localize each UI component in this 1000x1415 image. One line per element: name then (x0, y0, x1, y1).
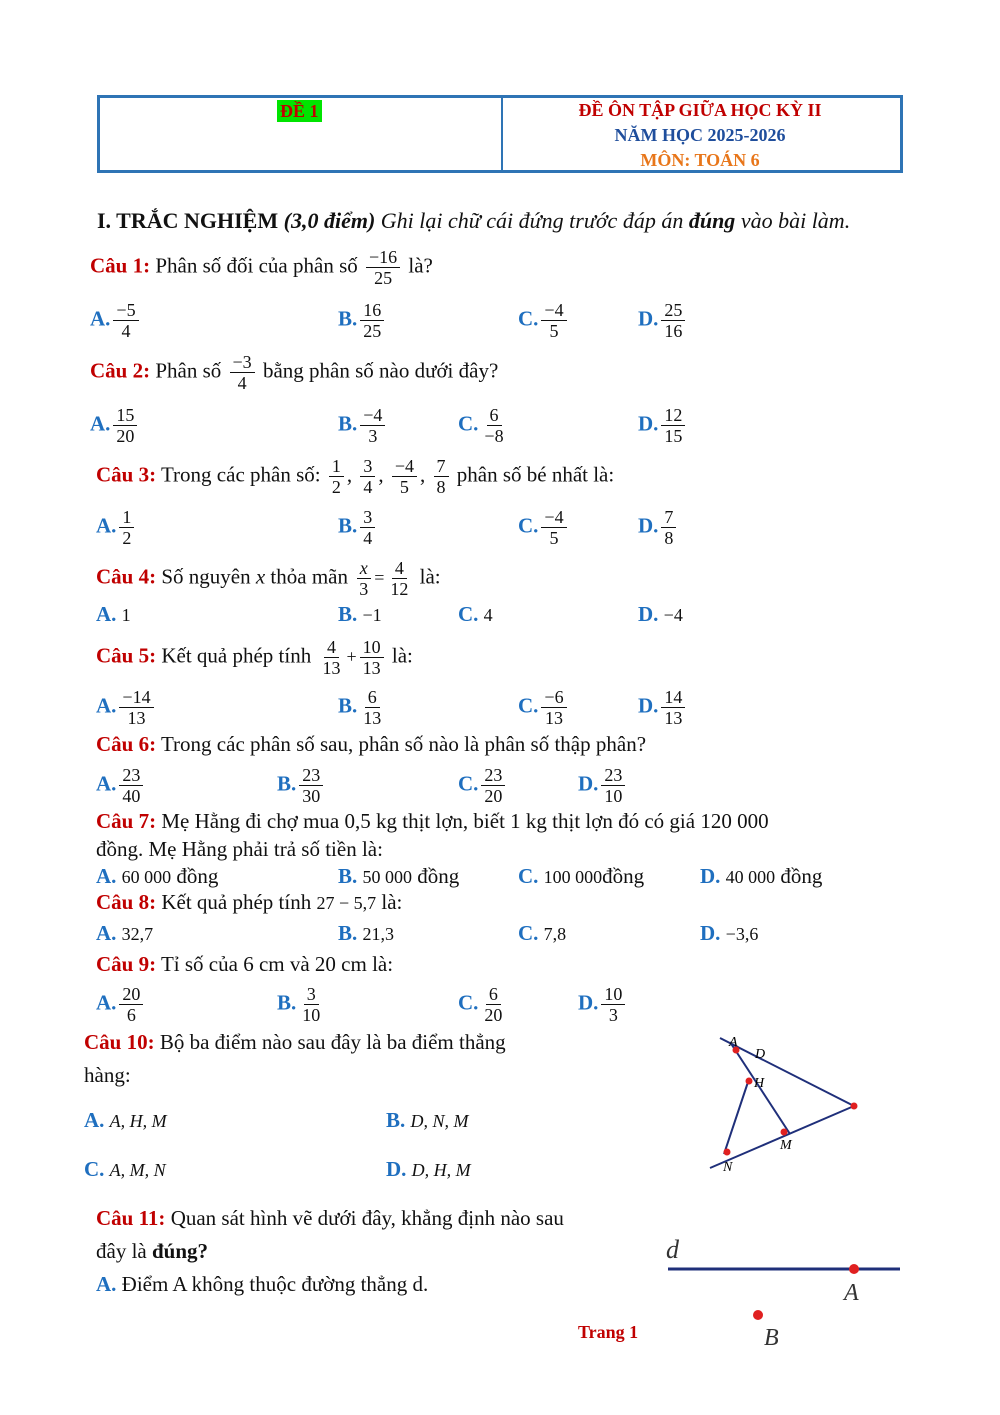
q8-option-a[interactable]: A. 32,7 (96, 921, 154, 945)
line-hn (724, 1082, 748, 1154)
section-title: I. TRẮC NGHIỆM (97, 208, 279, 233)
label-m: M (780, 1138, 792, 1153)
question-11-line2: đây là đúng? (96, 1239, 209, 1263)
exam-code: ĐỀ 1 (277, 100, 322, 122)
subject: MÔN: TOÁN 6 (640, 150, 760, 170)
question-3: Câu 3: Trong các phân số: $\frac{1}{2}$ , $\frac{3}{4}$ , $\frac{-4}{5}$ , $\frac{7}{8}$ phân số bé nhất là: (96, 456, 615, 497)
question-6: Câu 6: Trong các phân số sau, phân số nào là phân số thập phân? (96, 732, 647, 756)
question-10-line2: hàng: (84, 1063, 131, 1087)
q1-option-a[interactable]: A. $\frac{-5}{4}$ (90, 300, 142, 341)
q5-option-a[interactable]: A. $\frac{-14}{13}$ (96, 687, 157, 728)
point-h-dot (746, 1078, 753, 1085)
fraction: $\frac{-16}{25}$ (366, 247, 400, 288)
q4-option-c[interactable]: C. 4 (458, 602, 493, 626)
question-2: Câu 2: Phân số $\frac{-3}{4}$ bằng phân số nào dưới đây? (90, 352, 499, 393)
q7-option-a[interactable]: A. 60 000 đồng (96, 864, 219, 888)
q3-option-b[interactable]: B. $\frac{3}{4}$ (338, 507, 378, 548)
q10-option-d[interactable]: D. D, H, M (386, 1157, 471, 1181)
q6-option-d[interactable]: D. $\frac{23}{10}$ (578, 765, 628, 806)
q4-option-a[interactable]: A. 1 (96, 602, 131, 626)
line-nm (710, 1106, 854, 1168)
point-a-dot (849, 1264, 859, 1274)
section-instr-a: Ghi lại chữ cái đứng trước đáp án (380, 208, 684, 233)
q2-option-a[interactable]: A. $\frac{15}{20}$ (90, 405, 140, 446)
section-heading (97, 207, 850, 235)
q11-line-figure (660, 1230, 910, 1355)
q3-option-d[interactable]: D. $\frac{7}{8}$ (638, 507, 679, 548)
question-11: Câu 11: Quan sát hình vẽ dưới đây, khẳng định nào sau (96, 1206, 564, 1230)
q8-option-c[interactable]: C. 7,8 (518, 921, 567, 945)
point-right-dot (851, 1103, 858, 1110)
school-year: NĂM HỌC 2025-2026 (614, 125, 786, 145)
q9-option-a[interactable]: A. $\frac{20}{6}$ (96, 984, 146, 1025)
q2-option-d[interactable]: D. $\frac{12}{15}$ (638, 405, 688, 446)
section-instr-c: vào bài làm. (740, 208, 851, 233)
q4-option-b[interactable]: B. −1 (338, 602, 382, 626)
line-ad (720, 1038, 854, 1106)
q9-option-d[interactable]: D. $\frac{10}{3}$ (578, 984, 628, 1025)
question-1 (90, 247, 433, 288)
label-a: A (844, 1280, 859, 1306)
question-5: Câu 5: Kết quả phép tính $\frac{4}{13}$ + $\frac{10}{13}$ là: (96, 637, 413, 678)
question-8: Câu 8: Kết quả phép tính 27 − 5,7 là: (96, 890, 403, 914)
question-text-end: là? (408, 253, 433, 278)
q9-option-c[interactable]: C. $\frac{6}{20}$ (458, 984, 503, 1025)
q2-option-c[interactable]: C. $\frac{6}{-8}$ (458, 405, 504, 446)
q6-option-b[interactable]: B. $\frac{23}{30}$ (277, 765, 326, 806)
point-m-dot (781, 1129, 788, 1136)
question-label: Câu 1: (90, 253, 151, 278)
q6-option-c[interactable]: C. $\frac{23}{20}$ (458, 765, 508, 806)
q5-option-c[interactable]: C. $\frac{-6}{13}$ (518, 687, 570, 728)
question-4: Câu 4: Số nguyên x thỏa mãn $\frac{x}{3}$ = $\frac{4}{12}$ là: (96, 558, 441, 599)
q11-option-a[interactable]: A. Điểm A không thuộc đường thẳng d. (96, 1272, 429, 1296)
q7-option-d[interactable]: D. 40 000 đồng (700, 864, 823, 888)
q10-option-b[interactable]: B. D, N, M (386, 1108, 469, 1132)
q3-option-a[interactable]: A. $\frac{1}{2}$ (96, 507, 137, 548)
q4-option-d[interactable]: D. −4 (638, 602, 683, 626)
q7-option-b[interactable]: B. 50 000 đồng (338, 864, 460, 888)
section-points: (3,0 điểm) (283, 208, 376, 233)
q1-option-b[interactable]: B. $\frac{16}{25}$ (338, 300, 387, 341)
q10-option-c[interactable]: C. A, M, N (84, 1157, 166, 1181)
label-b: B (764, 1325, 779, 1351)
label-a: A (729, 1035, 738, 1050)
exam-title: ĐỀ ÔN TẬP GIỮA HỌC KỲ II (578, 100, 822, 120)
question-7: Câu 7: Mẹ Hằng đi chợ mua 0,5 kg thịt lợn, biết 1 kg thịt lợn đó có giá 120 000 (96, 809, 769, 833)
q3-option-c[interactable]: C. $\frac{-4}{5}$ (518, 507, 570, 548)
label-n: N (723, 1160, 733, 1175)
q10-geometry-figure (680, 1030, 880, 1180)
question-10: Câu 10: Bộ ba điểm nào sau đây là ba điểm thẳng (84, 1030, 506, 1054)
q5-option-b[interactable]: B. $\frac{6}{13}$ (338, 687, 382, 728)
q9-option-b[interactable]: B. $\frac{3}{10}$ (277, 984, 321, 1025)
question-7-line2: đồng. Mẹ Hằng phải trả số tiền là: (96, 837, 383, 861)
label-h: H (754, 1076, 765, 1091)
q2-option-b[interactable]: B. $\frac{-4}{3}$ (338, 405, 388, 446)
point-n-dot (724, 1149, 731, 1156)
q8-option-d[interactable]: D. −3,6 (700, 921, 759, 945)
label-d: D (755, 1047, 766, 1062)
question-text: Phân số đối của phân số (155, 253, 358, 278)
point-b-dot (753, 1310, 763, 1320)
page-number: Trang 1 (578, 1322, 639, 1342)
question-9: Câu 9: Tỉ số của 6 cm và 20 cm là: (96, 952, 394, 976)
q8-option-b[interactable]: B. 21,3 (338, 921, 395, 945)
q5-option-d[interactable]: D. $\frac{14}{13}$ (638, 687, 688, 728)
q7-option-c[interactable]: C. 100 000đồng (518, 864, 645, 888)
label-d: d (666, 1235, 679, 1264)
q10-option-a[interactable]: A. A, H, M (84, 1108, 167, 1132)
q1-option-c[interactable]: C. $\frac{-4}{5}$ (518, 300, 570, 341)
section-instr-b: đúng (688, 208, 736, 233)
q6-option-a[interactable]: A. $\frac{23}{40}$ (96, 765, 146, 806)
q1-option-d[interactable]: D. $\frac{25}{16}$ (638, 300, 688, 341)
